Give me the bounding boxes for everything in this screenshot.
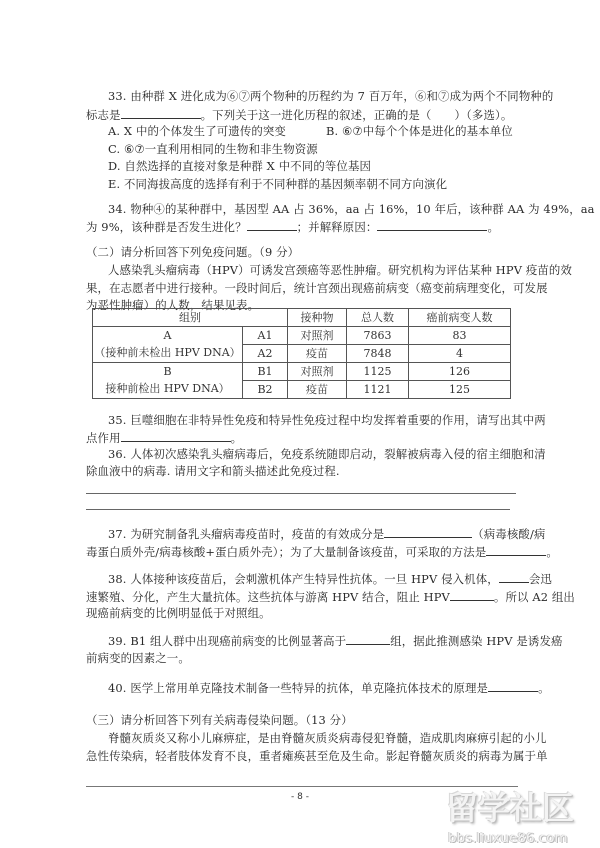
q40-answer-blank[interactable]: [488, 680, 538, 692]
q38-stem-line1: [108, 571, 552, 586]
header-group: 组别: [93, 309, 288, 327]
section3-para-line1: 脊髓灰质炎又称小儿麻痹症，是由脊髓灰质炎病毒侵犯脊髓，造成肌肉麻痹引起的小儿: [108, 731, 547, 745]
table-header-row: [93, 309, 511, 327]
q38-stem-line2: [86, 589, 575, 604]
q34-mid: ；并解释原因：: [296, 220, 378, 234]
header-total: 总人数: [347, 309, 409, 327]
q38-suffix-2: 。所以 A2 组出: [493, 590, 575, 604]
row-id: B2: [243, 381, 288, 399]
q37-prefix-2: 毒蛋白质外壳/病毒核酸+蛋白质外壳）；为了大量制备该疫苗，可采取的方法是: [86, 545, 487, 559]
table-row: [93, 327, 511, 345]
section2-header: （二）请分析回答下列免疫问题。（9 分）: [86, 245, 300, 259]
section3-header: （三）请分析回答下列有关病毒侵染问题。（13 分）: [86, 713, 353, 727]
row-lesions: 125: [409, 381, 511, 399]
row-lesions: 4: [409, 345, 511, 363]
q40-suffix: 。: [538, 681, 550, 695]
q37-suffix-1: （病毒核酸/病: [472, 527, 546, 541]
table-row: [93, 363, 511, 381]
header-lesions: 癌前病变人数: [409, 309, 511, 327]
q39-answer-blank[interactable]: [346, 633, 390, 645]
watermark-logo: [446, 790, 598, 848]
row-id: A1: [243, 327, 288, 345]
q37-stem-line2: [86, 544, 558, 559]
q33-option-b: B. ⑥⑦中每个个体是进化的基本单位: [325, 124, 513, 138]
q39-suffix: 组，据此推测感染 HPV 是诱发癌: [390, 634, 563, 648]
q40-stem-line1: [108, 680, 550, 695]
q37-stem-line1: [108, 526, 546, 541]
q36-stem-line1: 36. 人体初次感染乳头瘤病毒后，免疫系统随即启动，裂解被病毒入侵的宿主细胞和清: [108, 447, 546, 461]
q34-answer-blank-1[interactable]: [247, 219, 297, 231]
row-lesions: 83: [409, 327, 511, 345]
q33-stem-line2: [86, 107, 516, 121]
q33-options-ab: [108, 124, 538, 138]
q33-option-d: D. 自然选择的直接对象是种群 X 中不同的等位基因: [108, 159, 372, 173]
group-a-label: A: [163, 329, 172, 342]
q38-answer-blank-2[interactable]: [450, 589, 494, 601]
q35-answer-blank[interactable]: [121, 430, 231, 442]
q33-stem-line1: 33. 由种群 X 进化成为⑥⑦两个物种的历程约为 7 百万年，⑥和⑦成为两个不同物种的: [108, 89, 554, 103]
row-id: A2: [243, 345, 288, 363]
q35-stem-line1: 35. 巨噬细胞在非特异性免疫和特异性免疫过程中均发挥着重要的作用，请写出其中两: [108, 413, 546, 427]
q37-answer-blank-2[interactable]: [486, 544, 546, 556]
q33-option-c: C. ⑥⑦一直利用相同的生物和非生物资源: [108, 142, 318, 156]
q38-stem-line3: 现癌前病变的比例明显低于对照组。: [86, 606, 271, 620]
section2-para-line3: 为恶性肿瘤）的人数，结果见表。: [86, 298, 260, 312]
row-id: B1: [243, 363, 288, 381]
q40-prefix: 40. 医学上常用单克隆技术制备一些特异的抗体，单克隆抗体技术的原理是: [108, 681, 489, 695]
q35-prefix: 点作用: [86, 431, 121, 445]
q34-stem-line2: [86, 219, 516, 233]
q35-suffix: 。: [230, 431, 243, 445]
q38-prefix-2: 速繁殖、分化，产生大量抗体。这些抗体与游离 HPV 结合，阻止 HPV: [86, 590, 450, 604]
row-total: 1121: [347, 381, 409, 399]
q36-answer-line-2[interactable]: [86, 509, 510, 510]
group-a-cell: [93, 327, 243, 363]
q33-suffix: 。下列关于这一进化历程的叙述，正确的是（ ）（多选）。: [200, 108, 513, 122]
footer-divider: [86, 786, 518, 787]
group-b-desc: 接种前检出 HPV DNA）: [105, 382, 230, 395]
q35-stem-line2: [86, 430, 516, 444]
q34-prefix: 为 9%，该种群是否发生进化？: [86, 220, 247, 234]
row-total: 1125: [347, 363, 409, 381]
row-agent: 对照剂: [288, 327, 347, 345]
q38-answer-blank-1[interactable]: [499, 571, 529, 583]
row-agent: 疫苗: [288, 381, 347, 399]
q36-answer-line-1[interactable]: [86, 493, 516, 494]
row-total: 7863: [347, 327, 409, 345]
results-table: [92, 308, 511, 399]
q33-answer-blank[interactable]: [121, 107, 201, 119]
q39-prefix: 39. B1 组人群中出现癌前病变的比例显著高于: [108, 634, 347, 648]
q33-prefix: 标志是: [86, 108, 121, 122]
q33-option-a: A. X 中的个体发生了可遗传的突变: [108, 124, 286, 138]
section2-para-line2: 果，在志愿者中进行接种。一段时间后，统计宫颈出现癌前病变（癌变前病理变化，可发展: [86, 281, 548, 295]
q33-option-e: E. 不同海拔高度的选择有利于不同种群的基因频率朝不同方向演化: [108, 177, 448, 191]
group-a-desc: （接种前未检出 HPV DNA）: [94, 346, 241, 359]
group-b-cell: [93, 363, 243, 399]
row-lesions: 126: [409, 363, 511, 381]
q34-stem-line1: 34. 物种④的某种群中，基因型 AA 占 36%，aa 占 16%，10 年后，该种群 AA 为 49%，aa: [108, 202, 595, 216]
q38-suffix-1: 会迅: [528, 572, 552, 586]
watermark-title: 留学社区: [446, 789, 575, 827]
watermark-url: bbs.liuxue86.com: [448, 830, 568, 846]
header-agent: 接种物: [288, 309, 347, 327]
group-b-label: B: [163, 365, 172, 378]
q39-stem-line2: 前病变的因素之一。: [86, 651, 190, 665]
q39-stem-line1: [108, 633, 563, 648]
row-agent: 疫苗: [288, 345, 347, 363]
section2-para-line1: 人感染乳头瘤病毒（HPV）可诱发宫颈癌等恶性肿瘤。研究机构为评估某种 HPV 疫苗的效: [108, 263, 573, 277]
section3-para-line2: 急性传染病，轻者肢体发育不良，重者瘫痪甚至危及生命。影起脊髓灰质炎的病毒为属于单: [86, 749, 548, 763]
q37-prefix-1: 37. 为研究制备乳头瘤病毒疫苗时，疫苗的有效成分是: [108, 527, 385, 541]
q38-prefix-1: 38. 人体接种该疫苗后，会刺激机体产生特异性抗体。一旦 HPV 侵入机体，: [108, 572, 499, 586]
q34-answer-blank-2[interactable]: [377, 219, 487, 231]
q36-stem-line2: 除血液中的病毒. 请用文字和箭头描述此免疫过程.: [86, 464, 340, 478]
q37-answer-blank-1[interactable]: [384, 526, 472, 538]
row-agent: 对照剂: [288, 363, 347, 381]
page-number: - 8 -: [291, 792, 309, 802]
q37-suffix-2: 。: [546, 545, 558, 559]
q34-suffix: 。: [487, 220, 499, 234]
row-total: 7848: [347, 345, 409, 363]
